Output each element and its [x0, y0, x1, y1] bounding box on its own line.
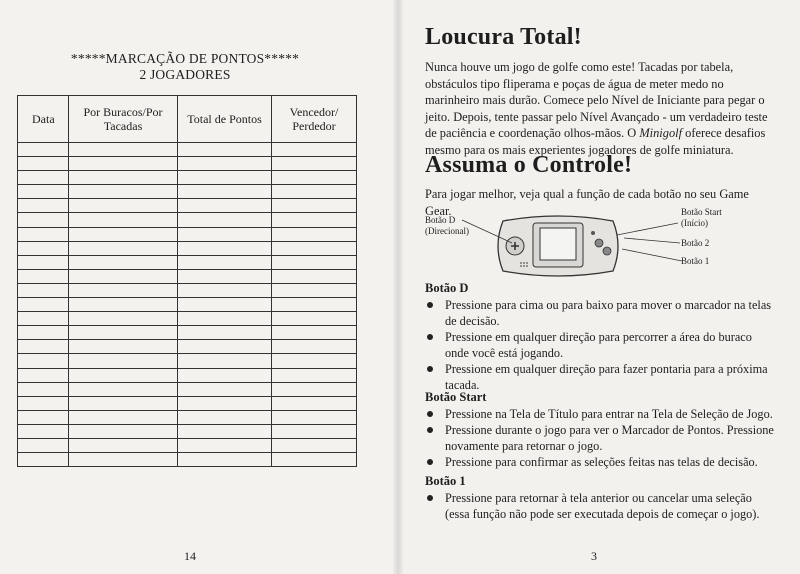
table-cell [272, 396, 357, 410]
table-cell [69, 241, 178, 255]
table-cell [178, 213, 272, 227]
table-cell [178, 438, 272, 452]
table-cell [18, 340, 69, 354]
table-cell [272, 438, 357, 452]
table-row [18, 312, 357, 326]
table-cell [178, 241, 272, 255]
column-header-data: Data [18, 96, 69, 143]
table-cell [272, 199, 357, 213]
table-cell [178, 340, 272, 354]
table-cell [18, 354, 69, 368]
table-cell [18, 326, 69, 340]
table-cell [69, 354, 178, 368]
list-item: Pressione durante o jogo para ver o Marcador de Pontos. Pressione novamente para retornar o jogo. [425, 422, 777, 454]
column-header-total: Total de Pontos [178, 96, 272, 143]
table-cell [18, 227, 69, 241]
table-row [18, 199, 357, 213]
table-cell [69, 453, 178, 467]
table-cell [69, 312, 178, 326]
table-cell [18, 312, 69, 326]
section-title-botao-start: Botão Start [425, 390, 487, 404]
table-cell [18, 157, 69, 171]
scorecard-title-line2: 2 JOGADORES [139, 67, 231, 82]
table-cell [18, 298, 69, 312]
table-cell [178, 157, 272, 171]
table-cell [178, 143, 272, 157]
table-cell [69, 255, 178, 269]
table-cell [178, 269, 272, 283]
table-cell [18, 269, 69, 283]
table-cell [18, 283, 69, 297]
table-cell [272, 410, 357, 424]
page-fold [393, 0, 403, 574]
list-item: Pressione para cima ou para baixo para mover o marcador na telas de decisão. [425, 297, 777, 329]
table-cell [18, 143, 69, 157]
table-cell [178, 255, 272, 269]
label-botao-2: Botão 2 [681, 238, 710, 248]
bullets-botao-1 [425, 490, 777, 522]
table-cell [18, 241, 69, 255]
table-row [18, 171, 357, 185]
table-cell [178, 171, 272, 185]
table-row [18, 143, 357, 157]
table-row [18, 283, 357, 297]
table-cell [178, 396, 272, 410]
table-cell [69, 227, 178, 241]
table-cell [272, 227, 357, 241]
page-number-right: 3 [591, 549, 597, 563]
table-row [18, 354, 357, 368]
table-cell [272, 354, 357, 368]
table-row [18, 213, 357, 227]
table-cell [272, 424, 357, 438]
table-cell [18, 199, 69, 213]
table-row [18, 396, 357, 410]
table-cell [272, 269, 357, 283]
table-cell [69, 438, 178, 452]
table-row [18, 157, 357, 171]
left-page [0, 0, 398, 574]
list-item: Pressione para retornar à tela anterior ou cancelar uma seleção (essa função não pode ser executada depois de começar o jogo). [425, 490, 777, 522]
table-row [18, 453, 357, 467]
table-row [18, 185, 357, 199]
table-cell [272, 382, 357, 396]
table-cell [18, 396, 69, 410]
intro-paragraph: Nunca houve um jogo de golfe como este! Tacadas por tabela, obstáculos tipo fliperama e poças de água de meter medo no marinheiro mais durão. Comece pelo Nível de Iniciante para pegar o jeito. Depois, tente passar pelo Nível Avançado - um verdadeiro teste de paciência e coordenação olhos-mãos. O Minigolf oferece desafios mesmo para os mais experientes jogadores de golfe miniatura. [425, 60, 768, 157]
table-cell [69, 326, 178, 340]
table-cell [18, 368, 69, 382]
diagram-leader-lines [420, 205, 800, 285]
table-cell [272, 143, 357, 157]
column-header-vencedor: Vencedor/ Perdedor [272, 96, 357, 143]
table-cell [69, 269, 178, 283]
table-row [18, 424, 357, 438]
table-cell [69, 185, 178, 199]
label-botao-1: Botão 1 [681, 256, 710, 266]
table-row [18, 326, 357, 340]
controls-intro: Para jogar melhor, veja qual a função de cada botão no seu Game Gear. [425, 187, 749, 218]
table-cell [69, 213, 178, 227]
table-cell [18, 213, 69, 227]
heading-assuma-o-controle: Assuma o Controle! [425, 152, 633, 178]
table-cell [178, 382, 272, 396]
table-cell [69, 424, 178, 438]
table-cell [178, 227, 272, 241]
label-botao-d: Botão D (Direcional) [425, 215, 469, 236]
table-cell [18, 185, 69, 199]
table-cell [178, 326, 272, 340]
table-cell [69, 410, 178, 424]
table-cell [272, 241, 357, 255]
table-cell [272, 185, 357, 199]
table-cell [69, 143, 178, 157]
table-row [18, 368, 357, 382]
scorecard-title-line1: *****MARCAÇÃO DE PONTOS***** [70, 51, 300, 66]
column-header-buracos: Por Buracos/Por Tacadas [69, 96, 178, 143]
table-cell [18, 453, 69, 467]
table-cell [272, 453, 357, 467]
table-cell [272, 298, 357, 312]
table-cell [69, 340, 178, 354]
table-cell [18, 424, 69, 438]
list-item: Pressione em qualquer direção para fazer pontaria para a próxima tacada. [425, 361, 777, 393]
table-cell [178, 410, 272, 424]
table-row [18, 269, 357, 283]
label-botao-start: Botão Start (Início) [681, 207, 722, 228]
table-cell [272, 312, 357, 326]
table-row [18, 227, 357, 241]
table-cell [69, 199, 178, 213]
table-cell [272, 171, 357, 185]
table-cell [178, 298, 272, 312]
table-cell [178, 185, 272, 199]
table-cell [272, 326, 357, 340]
bullets-botao-start [425, 406, 777, 470]
table-cell [69, 283, 178, 297]
table-cell [272, 157, 357, 171]
table-cell [18, 410, 69, 424]
table-cell [18, 382, 69, 396]
table-cell [69, 368, 178, 382]
table-cell [178, 354, 272, 368]
table-cell [18, 255, 69, 269]
table-cell [69, 382, 178, 396]
scorecard-header-row [18, 96, 357, 143]
list-item: Pressione para confirmar as seleções feitas nas telas de decisão. [425, 454, 777, 470]
page-number-left: 14 [184, 549, 196, 563]
table-row [18, 438, 357, 452]
table-cell [178, 283, 272, 297]
list-item: Pressione na Tela de Título para entrar na Tela de Seleção de Jogo. [425, 406, 777, 422]
scorecard-table [17, 95, 357, 467]
table-cell [178, 312, 272, 326]
table-row [18, 340, 357, 354]
table-cell [69, 396, 178, 410]
scorecard-body [18, 143, 357, 467]
table-cell [178, 199, 272, 213]
table-cell [272, 213, 357, 227]
table-cell [272, 255, 357, 269]
table-cell [272, 340, 357, 354]
scorecard-title [60, 51, 310, 83]
table-row [18, 255, 357, 269]
table-cell [272, 283, 357, 297]
section-title-botao-d: Botão D [425, 281, 469, 295]
bullets-botao-d [425, 297, 777, 393]
table-row [18, 410, 357, 424]
table-cell [69, 298, 178, 312]
table-cell [272, 368, 357, 382]
table-row [18, 298, 357, 312]
heading-loucura-total: Loucura Total! [425, 24, 582, 50]
table-cell [18, 438, 69, 452]
table-cell [178, 424, 272, 438]
table-cell [69, 157, 178, 171]
table-cell [178, 368, 272, 382]
table-cell [69, 171, 178, 185]
table-cell [178, 453, 272, 467]
table-row [18, 382, 357, 396]
table-row [18, 241, 357, 255]
section-title-botao-1: Botão 1 [425, 474, 466, 488]
list-item: Pressione em qualquer direção para percorrer a área do buraco onde você está jogando. [425, 329, 777, 361]
table-cell [18, 171, 69, 185]
